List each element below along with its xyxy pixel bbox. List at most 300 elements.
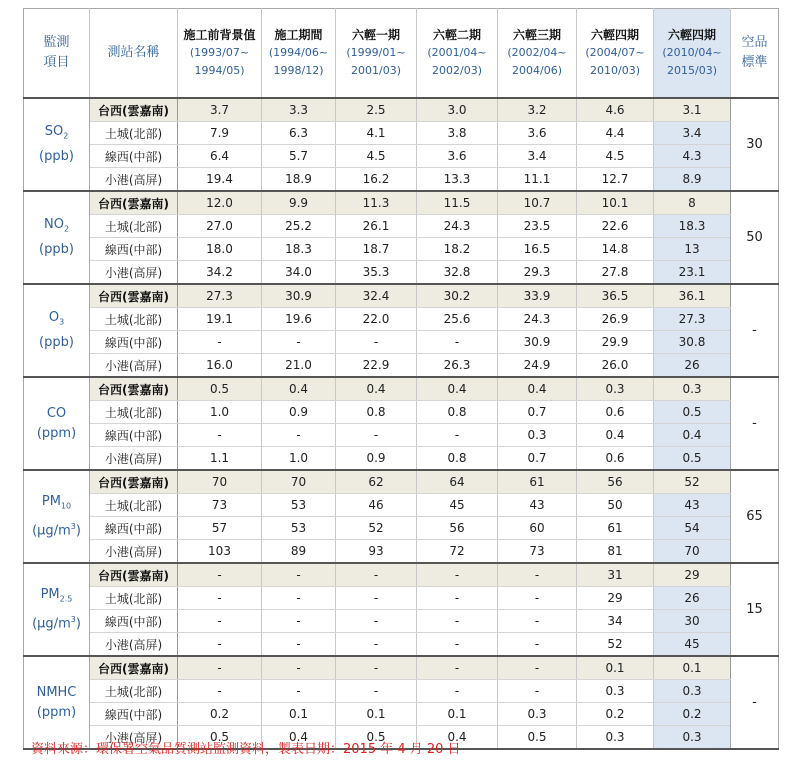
value-cell: 32.4 [336, 284, 417, 308]
value-cell: 2.5 [336, 98, 417, 122]
value-cell: 0.4 [577, 424, 654, 447]
value-cell: 34.2 [178, 261, 262, 285]
value-cell: 16.0 [178, 354, 262, 378]
value-cell: 4.3 [654, 145, 731, 168]
value-cell: 12.7 [577, 168, 654, 192]
pollutant-unit: (μg/m [32, 615, 71, 631]
value-cell: - [262, 331, 336, 354]
table-row [24, 122, 779, 145]
value-cell: 3.7 [178, 98, 262, 122]
value-cell: 22.9 [336, 354, 417, 378]
header-category-line1: 監測 [43, 35, 70, 50]
value-cell: - [417, 331, 498, 354]
value-cell: - [262, 633, 336, 657]
station-name: 小港(高屏) [90, 540, 178, 564]
value-cell: 3.8 [417, 122, 498, 145]
value-cell: 0.2 [654, 703, 731, 726]
value-cell: - [336, 563, 417, 587]
pollutant-unit: (ppb) [39, 148, 74, 164]
pollutant-unit-end: ) [75, 522, 81, 538]
value-cell: 0.5 [336, 726, 417, 750]
pollutant-unit: (ppb) [39, 334, 74, 350]
value-cell: 0.3 [498, 703, 577, 726]
header-station: 測站名稱 [90, 9, 178, 99]
value-cell: 16.2 [336, 168, 417, 192]
pollutant-label [24, 470, 90, 563]
pollutant-subscript: 2 [63, 131, 69, 141]
value-cell: 1.1 [178, 447, 262, 471]
value-cell: - [417, 424, 498, 447]
value-cell: - [178, 587, 262, 610]
value-cell: - [178, 563, 262, 587]
header-period-range: (2010/04~ [662, 46, 722, 59]
pollutant-label [24, 656, 90, 749]
header-period-1 [178, 9, 262, 99]
station-name: 台西(雲嘉南) [90, 656, 178, 680]
value-cell: - [262, 656, 336, 680]
table-row [24, 680, 779, 703]
value-cell: 0.4 [417, 726, 498, 750]
pollutant-name: O [48, 310, 60, 326]
table-row [24, 191, 779, 215]
header-period-range: 1994/05) [194, 64, 245, 77]
header-period-2 [262, 9, 336, 99]
value-cell: 29 [654, 563, 731, 587]
value-cell: 18.3 [654, 215, 731, 238]
value-cell: - [178, 424, 262, 447]
value-cell: 4.4 [577, 122, 654, 145]
value-cell: 19.4 [178, 168, 262, 192]
header-period-range: 2001/03) [351, 64, 401, 77]
table-row [24, 284, 779, 308]
table-row [24, 98, 779, 122]
value-cell: 0.4 [336, 377, 417, 401]
station-name: 線西(中部) [90, 331, 178, 354]
value-cell: 46 [336, 494, 417, 517]
value-cell: - [417, 610, 498, 633]
pollutant-subscript: 2.5 [59, 594, 73, 604]
pollutant-name: NMHC [36, 684, 77, 700]
pollutant-name: NO [43, 217, 64, 233]
value-cell: 0.6 [577, 401, 654, 424]
value-cell: 0.8 [336, 401, 417, 424]
value-cell: 0.3 [577, 377, 654, 401]
value-cell: 70 [654, 540, 731, 564]
header-period-range: (2001/04~ [427, 46, 487, 59]
header-period-range: (1994/06~ [268, 46, 329, 59]
value-cell: 6.4 [178, 145, 262, 168]
pollutant-label [24, 377, 90, 470]
pollutant-unit: (ppm) [36, 704, 77, 720]
table-row [24, 238, 779, 261]
value-cell: 3.6 [498, 122, 577, 145]
value-cell: 32.8 [417, 261, 498, 285]
station-name: 小港(高屏) [90, 447, 178, 471]
value-cell: 0.3 [654, 726, 731, 750]
header-category [24, 9, 90, 99]
header-period-4 [417, 9, 498, 99]
value-cell: 0.1 [417, 703, 498, 726]
value-cell: 0.3 [577, 726, 654, 750]
value-cell: 30.8 [654, 331, 731, 354]
standard-value: 15 [731, 563, 779, 656]
table-row [24, 261, 779, 285]
standard-value: 30 [731, 98, 779, 191]
value-cell: 4.5 [577, 145, 654, 168]
value-cell: 57 [178, 517, 262, 540]
value-cell: 30 [654, 610, 731, 633]
value-cell: 43 [498, 494, 577, 517]
value-cell: - [178, 633, 262, 657]
pollutant-unit: (ppb) [39, 241, 74, 257]
value-cell: 70 [178, 470, 262, 494]
table-row [24, 401, 779, 424]
value-cell: 24.9 [498, 354, 577, 378]
value-cell: 0.4 [654, 424, 731, 447]
value-cell: 36.1 [654, 284, 731, 308]
value-cell: 31 [577, 563, 654, 587]
header-row [24, 9, 779, 99]
value-cell: 30.9 [262, 284, 336, 308]
value-cell: 18.7 [336, 238, 417, 261]
value-cell: 1.0 [262, 447, 336, 471]
value-cell: 29.3 [498, 261, 577, 285]
station-name: 線西(中部) [90, 610, 178, 633]
value-cell: - [417, 680, 498, 703]
table-row [24, 168, 779, 192]
value-cell: 25.2 [262, 215, 336, 238]
value-cell: - [498, 563, 577, 587]
value-cell: - [262, 563, 336, 587]
value-cell: 43 [654, 494, 731, 517]
station-name: 小港(高屏) [90, 168, 178, 192]
value-cell: 0.8 [417, 401, 498, 424]
value-cell: 0.4 [417, 377, 498, 401]
value-cell: 11.1 [498, 168, 577, 192]
header-period-range: 2010/03) [590, 64, 640, 77]
value-cell: 70 [262, 470, 336, 494]
value-cell: - [262, 424, 336, 447]
value-cell: 18.0 [178, 238, 262, 261]
table-row [24, 656, 779, 680]
value-cell: 18.9 [262, 168, 336, 192]
header-period-7 [654, 9, 731, 99]
value-cell: - [417, 563, 498, 587]
value-cell: 0.9 [262, 401, 336, 424]
value-cell: 26.9 [577, 308, 654, 331]
value-cell: 24.3 [498, 308, 577, 331]
value-cell: 0.5 [178, 726, 262, 750]
value-cell: 3.4 [654, 122, 731, 145]
station-name: 台西(雲嘉南) [90, 563, 178, 587]
value-cell: 3.2 [498, 98, 577, 122]
value-cell: 18.2 [417, 238, 498, 261]
value-cell: 3.3 [262, 98, 336, 122]
value-cell: 14.8 [577, 238, 654, 261]
value-cell: 30.9 [498, 331, 577, 354]
value-cell: 27.0 [178, 215, 262, 238]
value-cell: 24.3 [417, 215, 498, 238]
table-row [24, 563, 779, 587]
value-cell: 3.4 [498, 145, 577, 168]
value-cell: - [178, 656, 262, 680]
value-cell: - [336, 331, 417, 354]
value-cell: - [336, 424, 417, 447]
value-cell: 0.5 [498, 726, 577, 750]
value-cell: 27.3 [654, 308, 731, 331]
value-cell: 3.0 [417, 98, 498, 122]
value-cell: 26.0 [577, 354, 654, 378]
header-period-5 [498, 9, 577, 99]
value-cell: 1.0 [178, 401, 262, 424]
station-name: 台西(雲嘉南) [90, 98, 178, 122]
value-cell: 73 [178, 494, 262, 517]
pollutant-unit: (μg/m [32, 522, 71, 538]
header-period-range: 1998/12) [273, 64, 324, 77]
pollutant-unit-end: ) [75, 615, 81, 631]
value-cell: 10.7 [498, 191, 577, 215]
header-period-3 [336, 9, 417, 99]
table-row [24, 354, 779, 378]
value-cell: 61 [577, 517, 654, 540]
pollutant-name: PM [40, 587, 60, 603]
pollutant-label [24, 284, 90, 377]
value-cell: 5.7 [262, 145, 336, 168]
value-cell: 7.9 [178, 122, 262, 145]
station-name: 線西(中部) [90, 238, 178, 261]
table-row [24, 145, 779, 168]
header-period-range: 2004/06) [512, 64, 562, 77]
value-cell: 50 [577, 494, 654, 517]
value-cell: 22.6 [577, 215, 654, 238]
value-cell: 13.3 [417, 168, 498, 192]
station-name: 小港(高屏) [90, 261, 178, 285]
value-cell: 0.5 [654, 447, 731, 471]
value-cell: 73 [498, 540, 577, 564]
header-period-title: 六輕一期 [351, 28, 400, 42]
table-row [24, 447, 779, 471]
value-cell: 0.1 [336, 703, 417, 726]
header-period-range: (1993/07~ [189, 46, 250, 59]
value-cell: 16.5 [498, 238, 577, 261]
station-name: 土城(北部) [90, 122, 178, 145]
standard-value: - [731, 284, 779, 377]
table-row [24, 517, 779, 540]
value-cell: - [498, 633, 577, 657]
value-cell: - [417, 633, 498, 657]
value-cell: 22.0 [336, 308, 417, 331]
pollutant-name: PM [41, 494, 61, 510]
value-cell: 4.5 [336, 145, 417, 168]
value-cell: 103 [178, 540, 262, 564]
value-cell: 11.3 [336, 191, 417, 215]
value-cell: 34.0 [262, 261, 336, 285]
header-period-title: 施工期間 [274, 28, 323, 42]
value-cell: 25.6 [417, 308, 498, 331]
station-name: 線西(中部) [90, 424, 178, 447]
table-body [24, 98, 779, 749]
station-name: 土城(北部) [90, 494, 178, 517]
pollutant-label [24, 191, 90, 284]
value-cell: 0.1 [577, 656, 654, 680]
table-row [24, 470, 779, 494]
value-cell: 8 [654, 191, 731, 215]
station-name: 線西(中部) [90, 517, 178, 540]
value-cell: 26 [654, 354, 731, 378]
value-cell: 26.3 [417, 354, 498, 378]
value-cell: 56 [577, 470, 654, 494]
value-cell: 0.2 [577, 703, 654, 726]
standard-value: - [731, 377, 779, 470]
table-row [24, 377, 779, 401]
value-cell: 33.9 [498, 284, 577, 308]
value-cell: 53 [262, 494, 336, 517]
station-name: 小港(高屏) [90, 726, 178, 750]
header-period-title: 施工前背景值 [183, 28, 256, 42]
value-cell: 19.1 [178, 308, 262, 331]
value-cell: 23.1 [654, 261, 731, 285]
header-period-range: (2004/07~ [585, 46, 645, 59]
station-name: 台西(雲嘉南) [90, 377, 178, 401]
value-cell: 26.1 [336, 215, 417, 238]
value-cell: 0.7 [498, 447, 577, 471]
value-cell: 12.0 [178, 191, 262, 215]
station-name: 土城(北部) [90, 308, 178, 331]
header-standard-line1: 空品 [741, 35, 768, 50]
value-cell: 81 [577, 540, 654, 564]
value-cell: 0.7 [498, 401, 577, 424]
value-cell: 0.3 [654, 680, 731, 703]
station-name: 線西(中部) [90, 703, 178, 726]
value-cell: 0.1 [654, 656, 731, 680]
pollutant-label [24, 563, 90, 656]
value-cell: - [262, 680, 336, 703]
value-cell: 0.9 [336, 447, 417, 471]
value-cell: 61 [498, 470, 577, 494]
station-name: 線西(中部) [90, 145, 178, 168]
value-cell: 45 [654, 633, 731, 657]
value-cell: - [336, 610, 417, 633]
value-cell: 13 [654, 238, 731, 261]
value-cell: 35.3 [336, 261, 417, 285]
value-cell: 18.3 [262, 238, 336, 261]
value-cell: - [498, 680, 577, 703]
value-cell: 6.3 [262, 122, 336, 145]
value-cell: 0.5 [654, 401, 731, 424]
pollutant-subscript: 2 [63, 224, 70, 234]
value-cell: 0.3 [498, 424, 577, 447]
header-period-range: (1999/01~ [346, 46, 406, 59]
header-period-6 [577, 9, 654, 99]
pollutant-name: CO [46, 405, 67, 421]
value-cell: 45 [417, 494, 498, 517]
value-cell: 9.9 [262, 191, 336, 215]
value-cell: - [178, 680, 262, 703]
value-cell: 64 [417, 470, 498, 494]
pollutant-name: SO [44, 124, 64, 140]
header-period-title: 六輕四期 [667, 28, 716, 42]
value-cell: 19.6 [262, 308, 336, 331]
station-name: 台西(雲嘉南) [90, 470, 178, 494]
air-quality-table-container [23, 8, 779, 750]
value-cell: 26 [654, 587, 731, 610]
value-cell: - [336, 587, 417, 610]
value-cell: 93 [336, 540, 417, 564]
station-name: 台西(雲嘉南) [90, 284, 178, 308]
value-cell: - [262, 587, 336, 610]
value-cell: 54 [654, 517, 731, 540]
value-cell: 0.2 [178, 703, 262, 726]
value-cell: 52 [577, 633, 654, 657]
table-row [24, 308, 779, 331]
value-cell: 60 [498, 517, 577, 540]
value-cell: 21.0 [262, 354, 336, 378]
value-cell: 11.5 [417, 191, 498, 215]
standard-value: 65 [731, 470, 779, 563]
value-cell: 89 [262, 540, 336, 564]
header-period-range: 2002/03) [432, 64, 482, 77]
value-cell: - [262, 610, 336, 633]
value-cell: 0.5 [178, 377, 262, 401]
value-cell: 34 [577, 610, 654, 633]
value-cell: 53 [262, 517, 336, 540]
value-cell: 29.9 [577, 331, 654, 354]
header-category-line2: 項目 [43, 55, 70, 70]
value-cell: 27.3 [178, 284, 262, 308]
value-cell: 3.6 [417, 145, 498, 168]
value-cell: - [178, 331, 262, 354]
header-period-range: 2015/03) [667, 64, 717, 77]
value-cell: 29 [577, 587, 654, 610]
value-cell: - [336, 680, 417, 703]
value-cell: - [498, 587, 577, 610]
value-cell: - [336, 633, 417, 657]
station-name: 土城(北部) [90, 587, 178, 610]
pollutant-unit-superscript: 3 [70, 521, 76, 531]
value-cell: 30.2 [417, 284, 498, 308]
value-cell: 0.1 [262, 703, 336, 726]
standard-value: - [731, 656, 779, 749]
table-row [24, 331, 779, 354]
header-period-title: 六輕三期 [512, 28, 561, 42]
table-row [24, 610, 779, 633]
value-cell: 0.6 [577, 447, 654, 471]
value-cell: 4.6 [577, 98, 654, 122]
header-period-range: (2002/04~ [507, 46, 567, 59]
table-row [24, 540, 779, 564]
value-cell: 10.1 [577, 191, 654, 215]
value-cell: - [417, 656, 498, 680]
value-cell: 62 [336, 470, 417, 494]
pollutant-label [24, 98, 90, 191]
pollutant-subscript: 10 [60, 501, 72, 511]
value-cell: 27.8 [577, 261, 654, 285]
value-cell: 0.4 [498, 377, 577, 401]
table-row [24, 424, 779, 447]
value-cell: 36.5 [577, 284, 654, 308]
table-row [24, 703, 779, 726]
pollutant-unit-superscript: 3 [70, 614, 76, 624]
value-cell: 0.8 [417, 447, 498, 471]
table-row [24, 215, 779, 238]
pollutant-subscript: 3 [59, 317, 65, 327]
standard-value: 50 [731, 191, 779, 284]
value-cell: 4.1 [336, 122, 417, 145]
station-name: 土城(北部) [90, 680, 178, 703]
source-note: 資料來源：環保署空氣品質測站監測資料，製表日期：2015 年 4 月 20 日 [31, 742, 461, 757]
header-period-title: 六輕二期 [432, 28, 481, 42]
value-cell: 0.3 [654, 377, 731, 401]
